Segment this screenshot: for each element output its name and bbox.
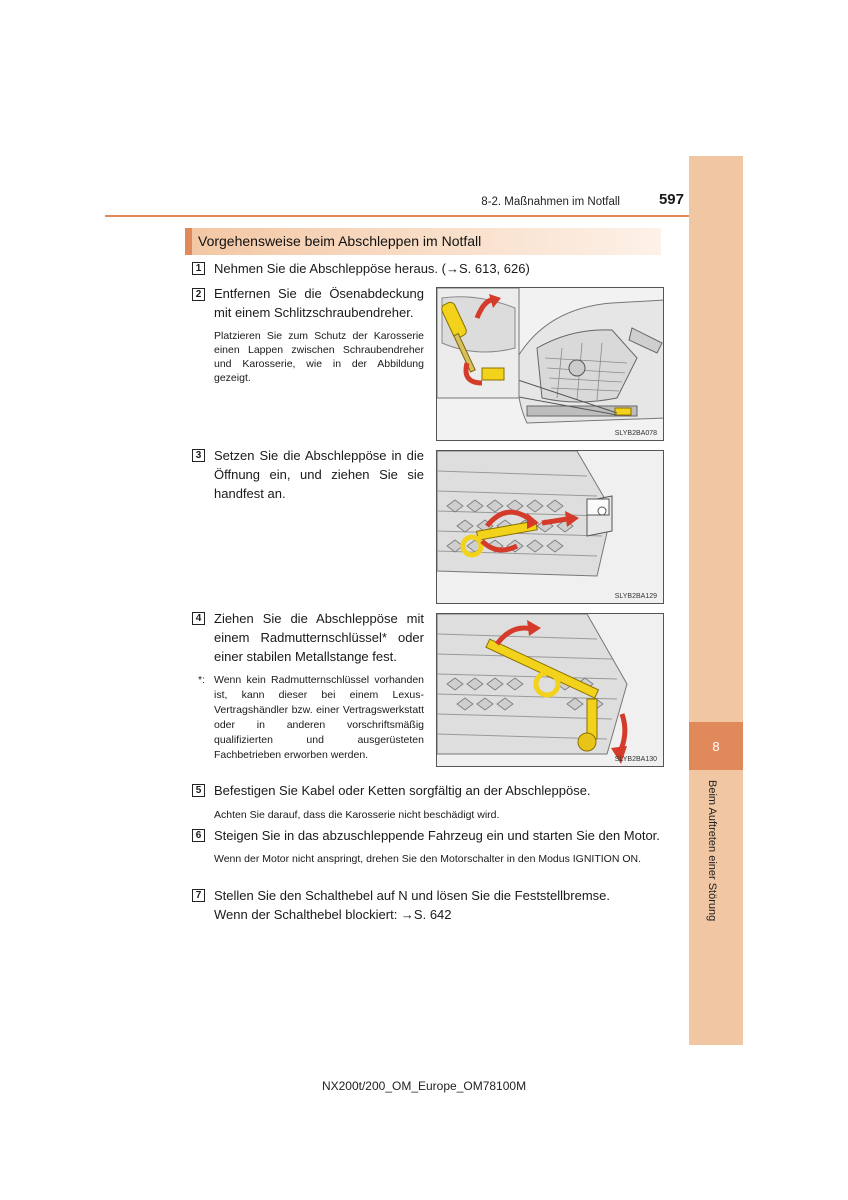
step-number-2: 2 xyxy=(192,288,205,301)
step-5-note: Achten Sie darauf, dass die Karosserie nicht beschädigt wird. xyxy=(214,809,500,821)
step-7-text: Stellen Sie den Schalthebel auf N und lösen Sie die Feststellbremse. xyxy=(214,888,611,903)
step-4-text: Ziehen Sie die Abschleppöse mit einem Radmutternschlüssel* oder einer stabilen Metallstange fest. xyxy=(214,611,424,664)
step-number-5: 5 xyxy=(192,784,205,797)
figure-insert-eye xyxy=(436,450,664,604)
step-5-text: Befestigen Sie Kabel oder Ketten sorgfältig an der Abschleppöse. xyxy=(214,783,591,798)
chapter-number-badge: 8 xyxy=(689,722,743,770)
figure-code: SLYB2BA130 xyxy=(614,756,657,763)
chapter-side-label-text: Beim Auftreten einer Störung xyxy=(706,780,718,922)
step-4-footnote: Wenn kein Radmutternschlüssel vorhanden ist, kann dieser bei einem Lexus-Vertragshändler bzw. einer Vertragswerkstatt oder in anderen vorschriftsmäßig qualifizierten und ausgerüsteten Fachbetrieben erworben werden. xyxy=(214,674,424,761)
section-title: Vorgehensweise beim Abschleppen im Notfall xyxy=(198,233,482,249)
step-number-4: 4 xyxy=(192,612,205,625)
step-6-text: Steigen Sie in das abzuschleppende Fahrzeug ein und starten Sie den Motor. xyxy=(214,828,660,843)
step-number-3: 3 xyxy=(192,449,205,462)
step-number-1: 1 xyxy=(192,262,205,275)
step-number-6: 6 xyxy=(192,829,205,842)
grille-eye-illustration xyxy=(437,451,664,604)
figure-code: SLYB2BA078 xyxy=(614,430,657,437)
step-number-7: 7 xyxy=(192,889,205,902)
figure-remove-cover xyxy=(436,287,664,441)
step-3-text: Setzen Sie die Abschleppöse in die Öffnung ein, und ziehen Sie sie handfest an. xyxy=(214,448,424,501)
footer-document-code: NX200t/200_OM_Europe_OM78100M xyxy=(321,1079,527,1093)
section-title-bar xyxy=(185,228,661,255)
figure-tighten-eye xyxy=(436,613,664,767)
page-number: 597 xyxy=(658,191,684,208)
step-2-text: Entfernen Sie die Ösenabdeckung mit einem Schlitzschraubendreher. xyxy=(214,286,424,320)
wrench-tighten-illustration xyxy=(437,614,664,767)
figure-code: SLYB2BA129 xyxy=(614,593,657,600)
car-front-illustration xyxy=(437,288,664,441)
header-section-title: 8-2. Maßnahmen im Notfall xyxy=(481,196,620,208)
header-rule xyxy=(105,215,689,217)
chapter-side-label xyxy=(706,780,726,1000)
step-6-note: Wenn der Motor nicht anspringt, drehen Sie den Motorschalter in den Modus IGNITION ON. xyxy=(214,853,642,865)
footnote-mark: *: xyxy=(198,674,206,686)
step-2-note: Platzieren Sie zum Schutz der Karosserie einen Lappen zwischen Schraubendreher und Karosserie, wie in der Abbildung gezeigt. xyxy=(214,330,424,384)
step-1-text: Nehmen Sie die Abschleppöse heraus. (→S. 613, 626) xyxy=(214,261,530,276)
step-7-text-2: Wenn der Schalthebel blockiert: →S. 642 xyxy=(214,907,452,922)
